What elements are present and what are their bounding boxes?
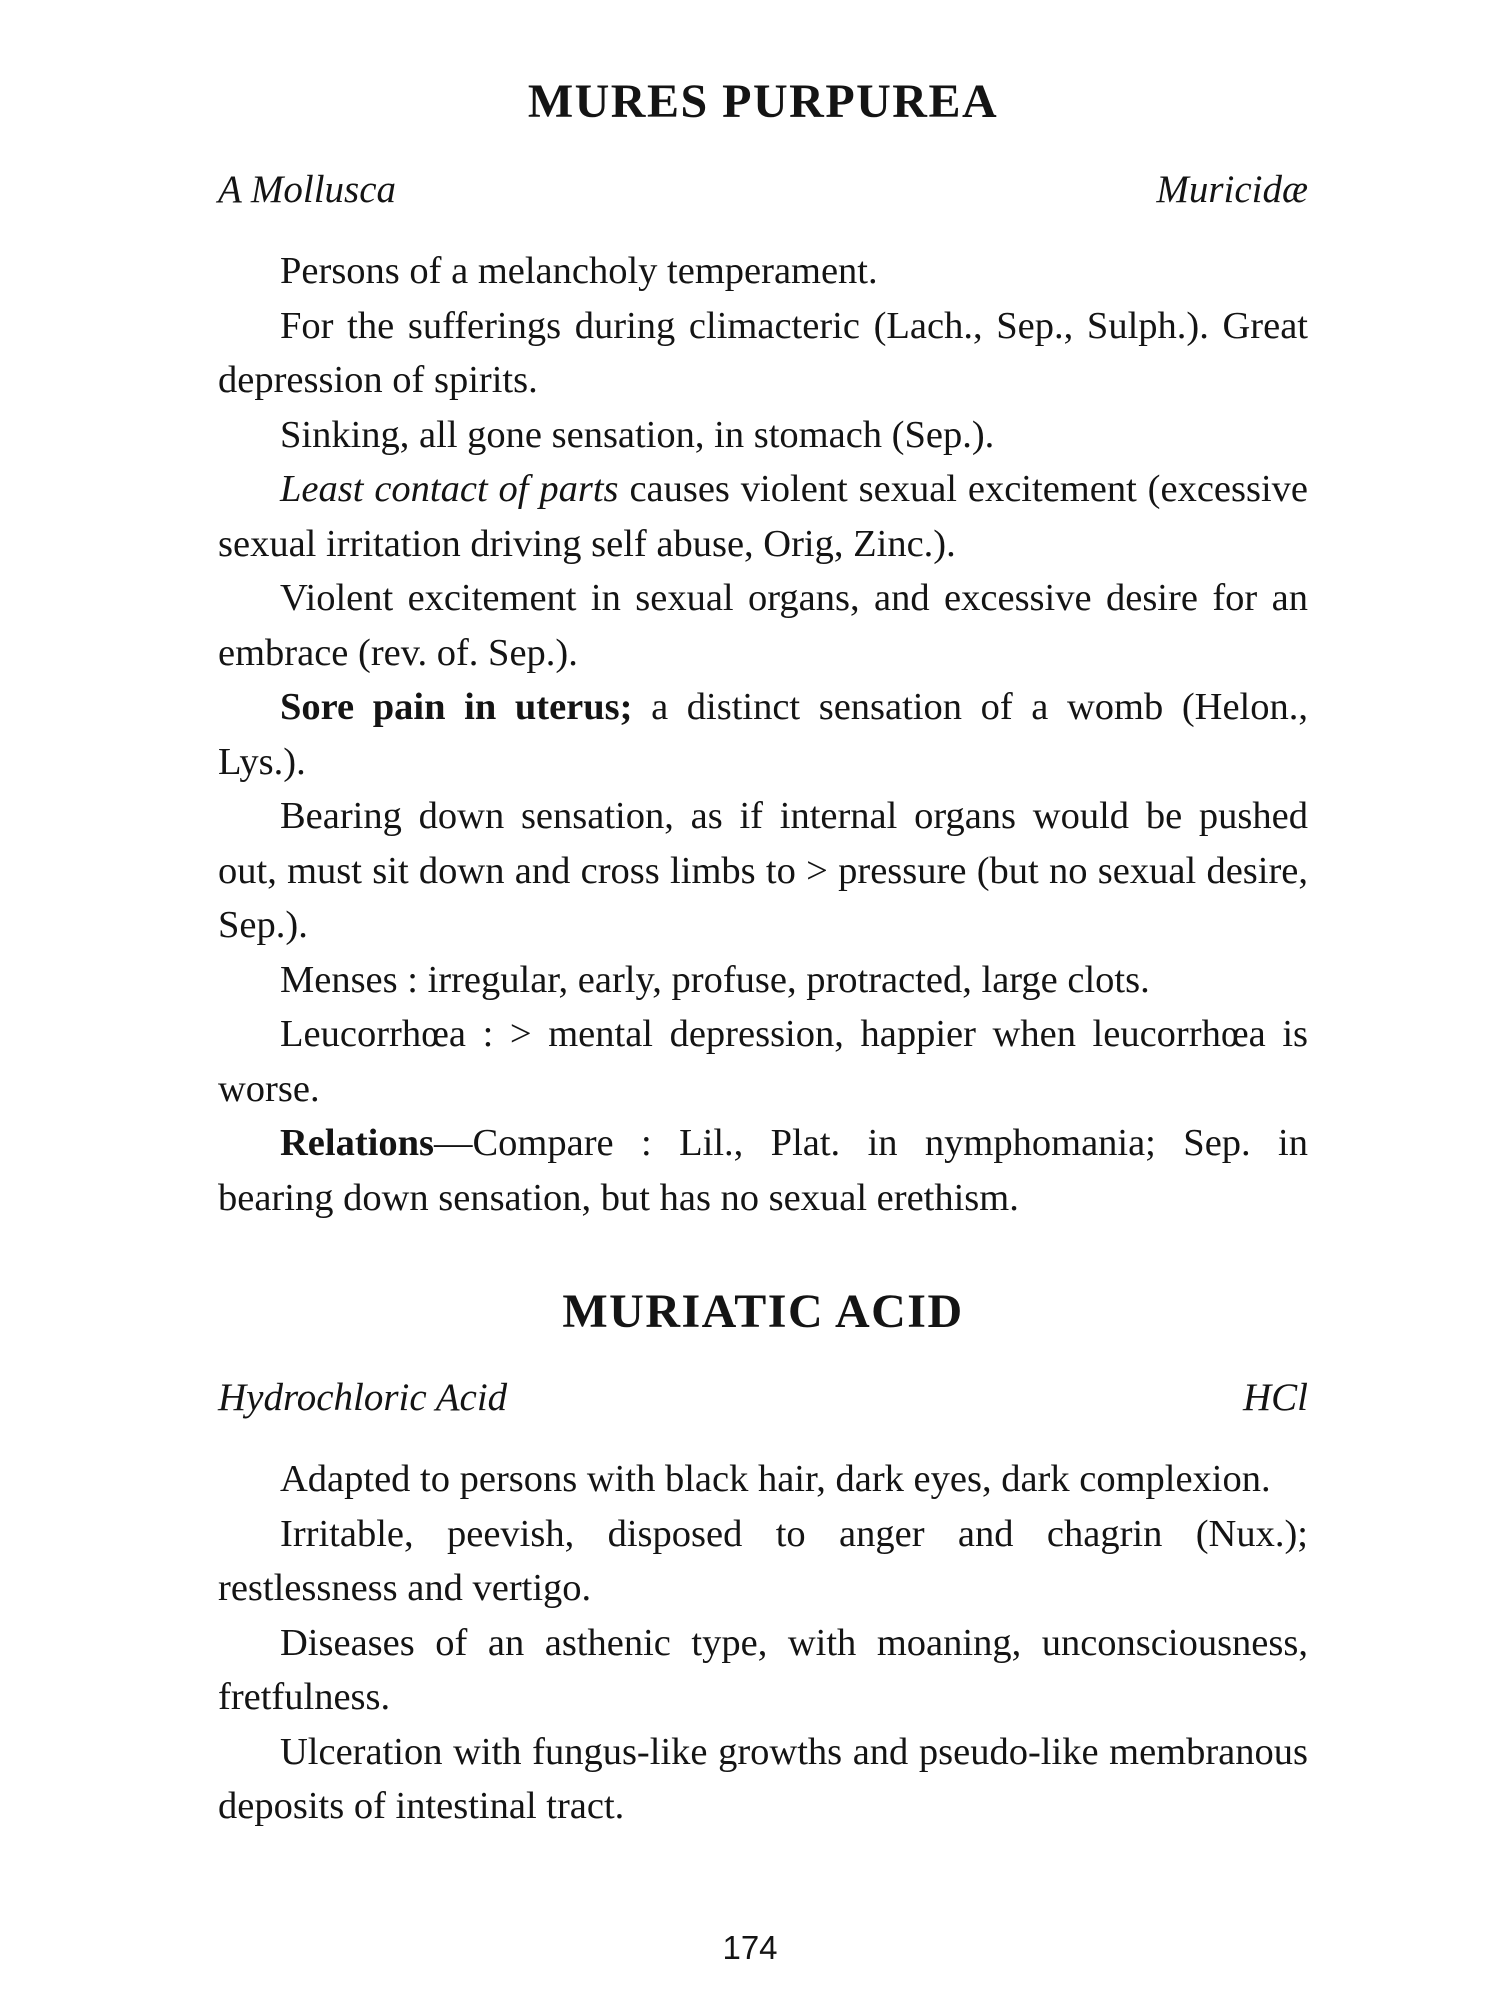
paragraph-lead-bold: Sore pain in uterus; <box>280 686 633 728</box>
subtitle-right: HCl <box>1242 1376 1308 1419</box>
subtitle-right: Muricidæ <box>1156 168 1308 211</box>
paragraph: Bearing down sensation, as if internal organs would be pushed out, must sit down and cross limbs to > pressure (but no sexual desire, Sep.). <box>218 795 1308 946</box>
subtitle-left: A Mollusca <box>218 168 397 211</box>
paragraph <box>218 680 1308 789</box>
paragraph: Diseases of an asthenic type, with moaning, unconsciousness, fretfulness. <box>218 1621 1308 1718</box>
paragraph-text: —Compare : Lil., Plat. in nymphomania; Sep. in bearing down sensation, but has no sexual erethism. <box>218 1122 1308 1219</box>
paragraph: Adapted to persons with black hair, dark eyes, dark complexion. <box>280 1458 1271 1500</box>
section-title: MURIATIC ACID <box>562 1285 964 1338</box>
paragraph: Menses : irregular, early, profuse, protracted, large clots. <box>280 958 1150 1001</box>
paragraph: Ulceration with fungus-like growths and pseudo-like membranous deposits of intestinal tract. <box>218 1730 1308 1827</box>
paragraph-lead-bold: Relations <box>280 1122 434 1164</box>
subtitle-left: Hydrochloric Acid <box>218 1376 508 1419</box>
page-number: 174 <box>722 1929 778 1966</box>
paragraph: Violent excitement in sexual organs, and excessive desire for an embrace (rev. of. Sep.). <box>218 577 1308 674</box>
paragraph: Leucorrhœa : > mental depression, happier when leucorrhœa is worse. <box>218 1013 1308 1110</box>
paragraph <box>218 1116 1308 1225</box>
paragraph: Irritable, peevish, disposed to anger and chagrin (Nux.); restlessness and vertigo. <box>218 1512 1308 1609</box>
paragraph-lead-italic: Least contact of parts <box>280 468 619 510</box>
paragraph-text: causes violent sexual excitement (excessive sexual irritation driving self abuse, Orig, Zinc.). <box>218 468 1308 565</box>
section-muriatic-acid <box>218 1282 1308 1342</box>
section-title: MURES PURPUREA <box>527 75 999 128</box>
paragraph: Sinking, all gone sensation, in stomach (Sep.). <box>280 413 995 456</box>
section-body <box>218 244 1308 1225</box>
section-subtitle-row <box>218 164 1308 216</box>
section-subtitle-row <box>218 1372 1308 1424</box>
section-mures-purpurea <box>218 72 1308 132</box>
paragraph: For the sufferings during climacteric (Lach., Sep., Sulph.). Great depression of spirits. <box>218 304 1308 401</box>
section-body <box>218 1452 1308 1834</box>
paragraph: Persons of a melancholy temperament. <box>280 250 878 292</box>
paragraph-text: a distinct sensation of a womb (Helon., Lys.). <box>218 686 1308 783</box>
paragraph <box>218 462 1308 571</box>
